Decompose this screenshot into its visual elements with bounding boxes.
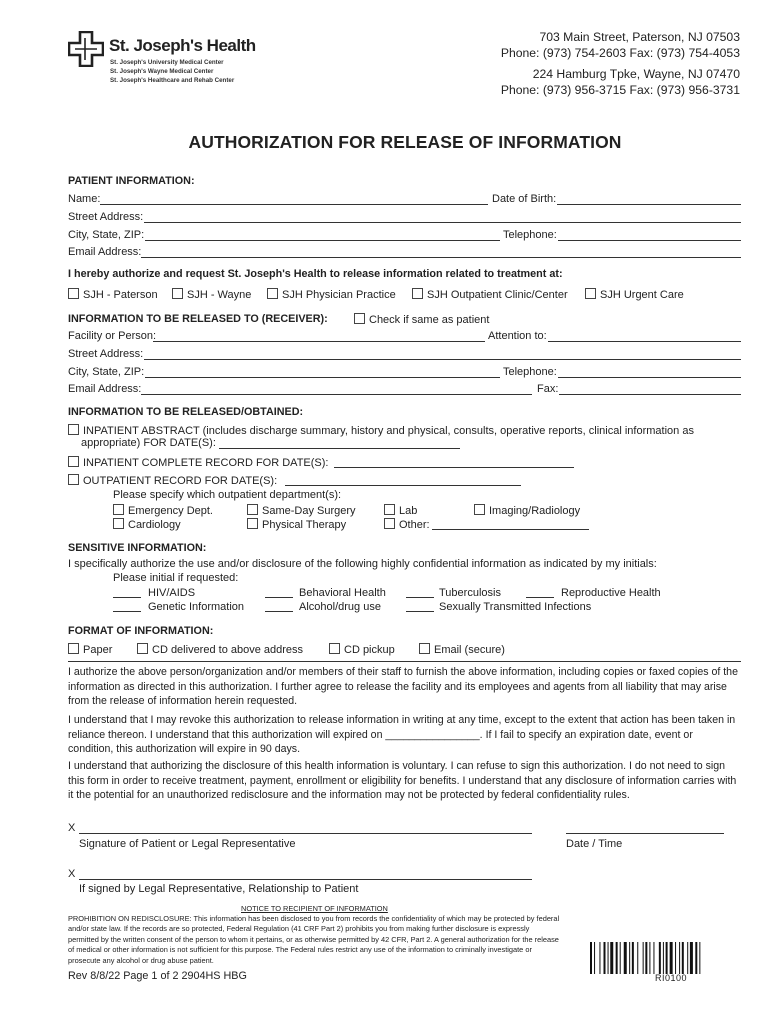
option-outpatient-record[interactable] [68,474,277,487]
checkbox[interactable] [68,456,79,467]
patient-dob-field[interactable] [557,204,741,205]
authorize-text: I hereby authorize and request St. Joseph's Health to release information related to treatment at: [68,268,563,280]
option-inpatient-complete[interactable] [68,456,328,469]
patient-city-label: City, State, ZIP: [68,229,145,241]
option-inpatient-abstract[interactable] [68,424,694,437]
option-label: Emergency Dept. [128,505,213,517]
rep-relationship-field[interactable] [79,879,532,880]
receiver-street-label: Street Address: [68,348,144,360]
dept-same-day-surgery[interactable] [247,504,356,517]
release-liability-paragraph: I authorize the above person/organization and/or members of their staff to furnish the above information, including copies or faxed copies of the information as directed in this authorization. I further agree to release the facility and its employees and agents from all liability that may arise from the release of information herein requested. [68,666,738,707]
initial-field-sti[interactable] [406,611,434,612]
format-heading: FORMAT OF INFORMATION: [68,625,214,637]
checkbox[interactable] [384,504,395,515]
barcode-icon [590,942,738,974]
sensitive-sti: Sexually Transmitted Infections [439,601,592,613]
receiver-telephone-field[interactable] [558,377,741,378]
sensitive-initial-label: Please initial if requested: [113,572,239,584]
format-paper[interactable] [68,643,112,656]
initial-field-tuberculosis[interactable] [406,597,434,598]
option-label: OUTPATIENT RECORD FOR DATE(S): [83,475,278,487]
sensitive-genetic: Genetic Information [148,601,244,613]
st-josephs-cross-logo-icon [68,31,104,67]
patient-dob-label: Date of Birth: [492,193,557,205]
option-label: INPATIENT ABSTRACT (includes discharge summary, history and physical, consults, operative reports, clinical information as [83,425,694,437]
dept-other-field[interactable] [432,529,589,530]
dept-other[interactable] [384,518,430,531]
patient-name-field[interactable] [100,204,488,205]
signature-date-label: Date / Time [566,838,623,850]
page-title: AUTHORIZATION FOR RELEASE OF INFORMATION [188,132,622,152]
checkbox[interactable] [137,643,148,654]
receiver-street-field[interactable] [144,359,741,360]
sensitive-reproductive: Reproductive Health [561,587,661,599]
sensitive-behavioral: Behavioral Health [299,587,386,599]
option-label: Check if same as patient [369,314,490,326]
notice-heading: NOTICE TO RECIPIENT OF INFORMATION [241,904,388,913]
option-sjh-urgent-care[interactable] [585,288,684,301]
receiver-email-field[interactable] [141,394,532,395]
receiver-city-field[interactable] [145,377,500,378]
option-label: CD pickup [344,644,395,656]
sensitive-text: I specifically authorize the use and/or disclosure of the following highly confidential information as indicated by my initials: [68,558,657,570]
option-label: SJH Urgent Care [600,289,684,301]
receiver-fax-field[interactable] [559,394,741,395]
patient-email-label: Email Address: [68,246,142,258]
checkbox[interactable] [68,288,79,299]
checkbox[interactable] [585,288,596,299]
option-label: Physical Therapy [262,519,347,531]
sensitive-heading: SENSITIVE INFORMATION: [68,542,207,554]
logo-name: St. Joseph's Health [109,36,256,55]
address-line-3: 224 Hamburg Tpke, Wayne, NJ 07470 [532,67,740,81]
checkbox[interactable] [172,288,183,299]
voluntary-paragraph: I understand that authorizing the disclosure of this health information is voluntary. I can refuse to sign this authorization. I do not need to sign this form in order to receive treatment, payment, enrollment or eligibility for benefits. I understand that any disclosure of information carries with it the potential for an unauthorized redisclosure and the information may not be protected by federal confidentiality rules. [68,760,737,801]
logo-sub-2: St. Joseph's Wayne Medical Center [110,68,214,75]
initial-field-hiv[interactable] [113,597,141,598]
footer-revision: Rev 8/8/22 Page 1 of 2 2904HS HBG [68,970,247,982]
receiver-attention-field[interactable] [548,341,741,342]
logo-sub-3: St. Joseph's Healthcare and Rehab Center [110,77,235,84]
signature-x-mark: X [68,822,76,834]
receiver-fax-label: Fax: [537,383,559,395]
patient-heading: PATIENT INFORMATION: [68,175,195,187]
checkbox[interactable] [267,288,278,299]
checkbox[interactable] [247,518,258,529]
receiver-heading: INFORMATION TO BE RELEASED TO (RECEIVER): [68,313,328,325]
option-label: Email (secure) [434,644,505,656]
patient-name-label: Name: [68,193,101,205]
option-label: Imaging/Radiology [489,505,581,517]
inpatient-complete-dates-field[interactable] [334,467,574,468]
format-email[interactable] [419,643,505,656]
initial-field-behavioral[interactable] [265,597,293,598]
receiver-email-label: Email Address: [68,383,142,395]
patient-telephone-label: Telephone: [503,229,557,241]
receiver-attention-label: Attention to: [488,330,547,342]
sensitive-hiv: HIV/AIDS [148,587,196,599]
barcode-code: RI0100 [655,973,688,983]
patient-signature-label: Signature of Patient or Legal Representative [79,838,296,850]
checkbox[interactable] [384,518,395,529]
option-sjh-paterson[interactable] [68,288,158,301]
address-line-4: Phone: (973) 956-3715 Fax: (973) 956-3731 [500,83,740,97]
receiver-city-label: City, State, ZIP: [68,366,145,378]
option-label: SJH - Paterson [83,289,158,301]
receiver-facility-field[interactable] [153,341,485,342]
released-heading: INFORMATION TO BE RELEASED/OBTAINED: [68,406,304,418]
checkbox[interactable] [247,504,258,515]
option-label: SJH - Wayne [187,289,252,301]
option-sjh-outpatient-clinic[interactable] [412,288,568,301]
checkbox[interactable] [113,504,124,515]
checkbox[interactable] [329,643,340,654]
sensitive-alcohol: Alcohol/drug use [299,601,381,613]
receiver-telephone-label: Telephone: [503,366,557,378]
receiver-facility-label: Facility or Person: [68,330,157,342]
rep-x-mark: X [68,868,76,880]
checkbox[interactable] [474,504,485,515]
checkbox[interactable] [113,518,124,529]
option-sjh-physician-practice[interactable] [267,288,396,301]
initial-field-reproductive[interactable] [526,597,554,598]
inpatient-abstract-dates-label: appropriate) FOR DATE(S): [81,437,216,449]
outpatient-dates-field[interactable] [285,485,521,486]
patient-city-field[interactable] [145,240,500,241]
option-label: Cardiology [128,519,181,531]
address-line-2: Phone: (973) 754-2603 Fax: (973) 754-4053 [500,46,740,60]
patient-telephone-field[interactable] [558,240,741,241]
receiver-same-as-patient[interactable] [354,313,489,326]
option-label: SJH Physician Practice [282,289,396,301]
checkbox[interactable] [419,643,430,654]
dept-cardiology[interactable] [113,518,181,531]
logo-sub-1: St. Joseph's University Medical Center [110,59,224,66]
rep-relationship-label: If signed by Legal Representative, Relationship to Patient [79,883,359,895]
sensitive-tuberculosis: Tuberculosis [439,587,501,599]
option-label: CD delivered to above address [152,644,304,656]
option-label: INPATIENT COMPLETE RECORD FOR DATE(S): [83,457,329,469]
outpatient-specify-label: Please specify which outpatient department(s): [113,489,342,501]
checkbox[interactable] [412,288,423,299]
checkbox[interactable] [354,313,365,324]
option-label: Other: [399,519,430,531]
patient-signature-field[interactable] [79,833,532,834]
patient-street-field[interactable] [144,222,741,223]
inpatient-abstract-dates-field[interactable] [219,448,460,449]
option-label: SJH Outpatient Clinic/Center [427,289,568,301]
revoke-paragraph: I understand that I may revoke this authorization to release information in writing at any time, except to the extent that action has been taken in reliance thereon. I understand that this authorization will expired on ________________. If I fail to specify an expiration date, event or condition, this authorization will expire in 90 days. [68,714,736,755]
address-line-1: 703 Main Street, Paterson, NJ 07503 [539,30,740,44]
format-cd-delivered[interactable] [137,643,303,656]
option-label: Lab [399,505,418,517]
dept-physical-therapy[interactable] [247,518,346,531]
option-label: Paper [83,644,113,656]
dept-lab[interactable] [384,504,417,517]
initial-field-alcohol[interactable] [265,611,293,612]
section-divider [68,661,741,662]
format-cd-pickup[interactable] [329,643,395,656]
initial-field-genetic[interactable] [113,611,141,612]
checkbox[interactable] [68,643,79,654]
dept-emergency[interactable] [113,504,213,517]
option-label: Same-Day Surgery [262,505,356,517]
option-sjh-wayne[interactable] [172,288,251,301]
dept-imaging-radiology[interactable] [474,504,580,517]
signature-date-field[interactable] [566,833,724,834]
checkbox[interactable] [68,474,79,485]
patient-email-field[interactable] [141,257,741,258]
checkbox[interactable] [68,424,79,435]
notice-text: PROHIBITION ON REDISCLOSURE: This information has been disclosed to you from records the confidentiality of which may be protected by federal and/or state law. If the records are so protected, Federal Regulation (41 CRF Part 2) prohibits you from making further disclosure is expressly permitted by the written consent of the person to whom it pertains, or as otherwise permitted by 42 CFR, Part 2. A general authorization for the release of medical or other information is not sufficient for this purpose. The Federal rules restrict any use of the information to criminally investigate or prosecute any alcohol or drug abuse patient. [68,914,560,965]
patient-street-label: Street Address: [68,211,144,223]
